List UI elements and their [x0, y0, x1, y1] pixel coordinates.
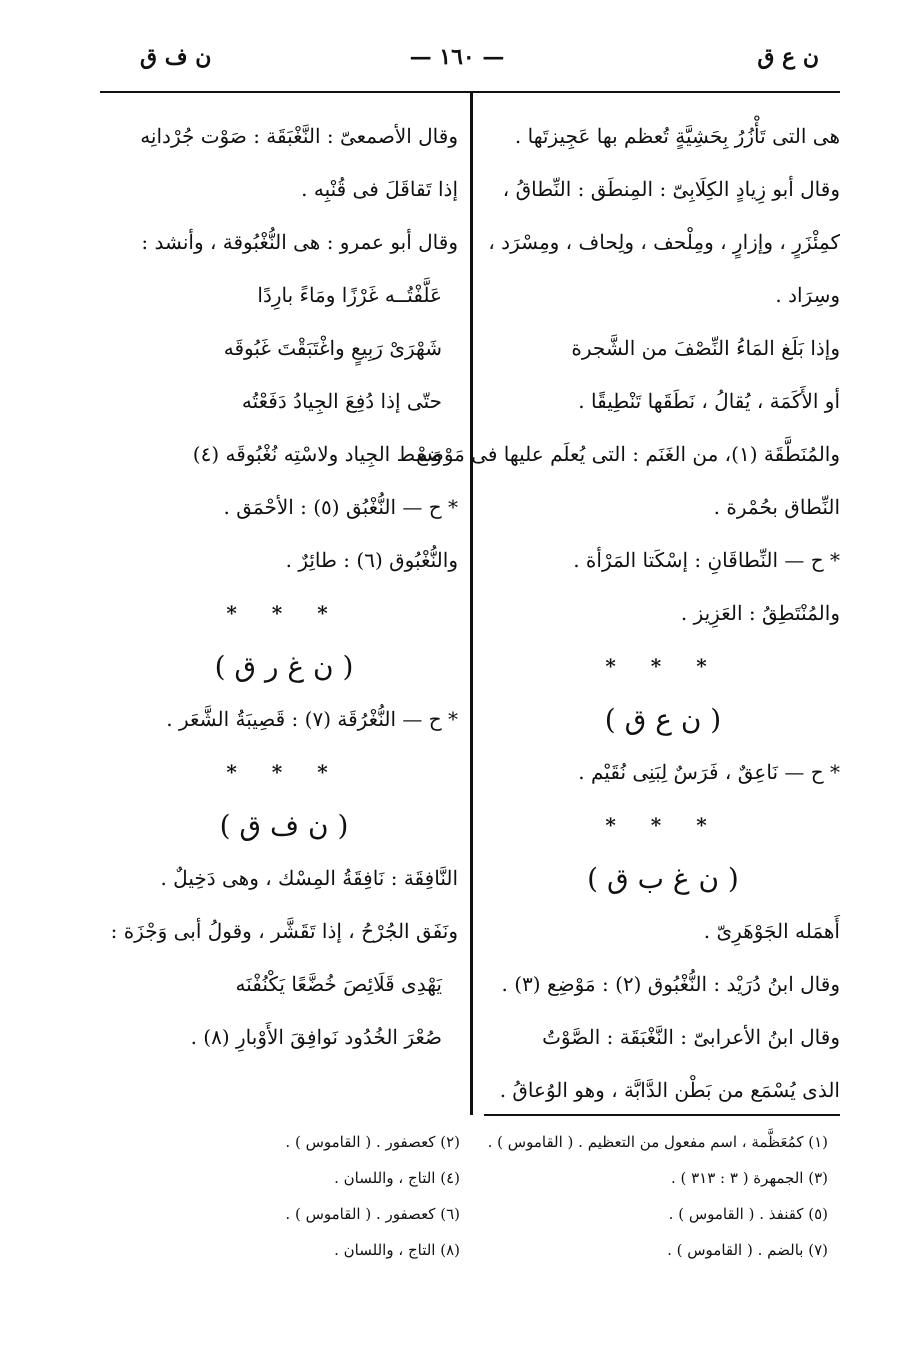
section-separator: * * * [605, 813, 721, 837]
text-line: والمُنْتَطِقُ : العَزِيز . [680, 601, 840, 625]
text-line: وإذا بَلَغ المَاءُ النِّصْفَ من الشَّجرة [571, 336, 840, 360]
text-line: وقال الأصمعىّ : النَّغْبَقَة : صَوْت جُرْدانِه [140, 124, 458, 148]
running-head-right: ن ع ق [757, 44, 819, 70]
entry-heading: ( ن ع ق ) [604, 703, 722, 736]
entry-heading: ( ن ف ق ) [219, 809, 349, 842]
text-line: * ح — نَاعِقٌ ، فَرَسٌ لِبَنِى نُقَيْم . [578, 760, 840, 784]
text-line: وقال ابنُ الأعرابىّ : النَّغْبَقَة : الصَّوْتُ [542, 1025, 840, 1049]
footnote: (٧) بالضم . ( القاموس ) . [667, 1241, 828, 1259]
text-line: * ح — النُّغْرُقَة (٧) : قَصِيبَةُ الشَّعَر . [166, 707, 458, 731]
text-line: وقال ابنُ دُرَيْد : النُّغْبُوق (٢) : مَوْضِع (٣) . [501, 972, 840, 996]
verse-line: عَلَّفْتُــه غَرْزًا ومَاءً بارِدًا [257, 283, 442, 307]
text-line: ونَفَق الجُرْحُ ، إذا تَقَشَّر ، وقولُ أبى وَجْزَة : [110, 919, 458, 943]
entry-heading: ( ن غ ر ق ) [214, 650, 354, 683]
text-line: إذا تَقاقَلَ فى قُنْبِه . [301, 177, 458, 201]
footnote: (٤) التاج ، واللسان . [334, 1169, 460, 1187]
text-line: والمُنَطَّقَة (١)، من الغَنَم : التى يُعلَم عليها فى مَوْضع [416, 442, 840, 466]
entry-heading: ( ن غ ب ق ) [587, 862, 739, 895]
footnote: (٦) كعصفور . ( القاموس ) . [285, 1205, 460, 1223]
section-separator: * * * [226, 601, 342, 625]
right-column [416, 110, 840, 1117]
text-line: أو الأَكَمَة ، يُقالُ ، نَطَقَها تَنْطِيقًا . [578, 389, 840, 413]
text-line: والنُّغْبُوق (٦) : طائِرٌ . [285, 548, 458, 572]
verse-line: شَهْرَىْ رَبِيعٍ واغْتَبَقْتَ غَبُوقَه [223, 336, 442, 360]
section-separator: * * * [605, 654, 721, 678]
text-line: كمِئْزَرٍ ، وإزارٍ ، ومِلْحف ، ولِحاف ، ومِسْرَد ، [488, 230, 840, 254]
text-line: * ح — النُّغْبُق (٥) : الأحْمَق . [223, 495, 458, 519]
footnote-rule [484, 1114, 840, 1116]
footnotes-left [110, 1124, 460, 1268]
verse-line: يَهْدِى قَلَائِصَ خُضَّعًا يَكْنُفْنَه [235, 972, 442, 996]
text-line: الذى يُسْمَع من بَطْن الدَّابَّة ، وهو الوُعاقُ . [499, 1078, 840, 1102]
footnote: (١) كمُعَظَّمة ، اسم مفعول من التعظيم . ( القاموس ) . [487, 1133, 828, 1151]
section-separator: * * * [226, 760, 342, 784]
footnote: (٨) التاج ، واللسان . [334, 1241, 460, 1259]
text-line: أَهمَله الجَوْهَرِىّ . [703, 919, 840, 943]
text-line: * ح — النِّطاقَانِ : إسْكَتا المَرْأة . [573, 548, 840, 572]
verse-line: حتّى إذا دُفِعَ الجِيادُ دَفَعْتُه [241, 389, 442, 413]
running-head-left: ن ف ق [140, 44, 212, 70]
column-divider [470, 93, 473, 1115]
verse-line: صُعْرَ الخُدُود نَوافِقَ الأَوْبارِ (٨) . [190, 1025, 442, 1049]
text-line: وقال أبو زِيادٍ الكِلَابِىّ : المِنطَق : النِّطاقُ ، [502, 177, 840, 201]
footnote: (٥) كقنفذ . ( القاموس ) . [668, 1205, 828, 1223]
text-line: النَّافِقَة : نَافِقَةُ المِسْك ، وهى دَخِيلٌ . [160, 866, 458, 890]
footnote: (٣) الجمهرة ( ٣ : ٣١٣ ) . [670, 1169, 828, 1187]
footnote: (٢) كعصفور . ( القاموس ) . [285, 1133, 460, 1151]
verse-line: وَسْط الجِياد ولاسْتِه نُغْبُوقَه (٤) [192, 442, 442, 466]
page-number: — ١٦٠ — [409, 44, 505, 70]
footnotes-right [480, 1124, 828, 1268]
text-line: هى التى تَأْزُرُ بِحَشِيَّةٍ تُعظم بها عَجِيزتَها . [514, 124, 840, 148]
left-column [110, 110, 458, 1064]
text-line: النِّطاق بحُمْرة . [713, 495, 840, 519]
text-line: وقال أبو عمرو : هى النُّغْبُوقة ، وأنشد : [141, 230, 458, 254]
text-line: وسِرَاد . [775, 283, 840, 307]
